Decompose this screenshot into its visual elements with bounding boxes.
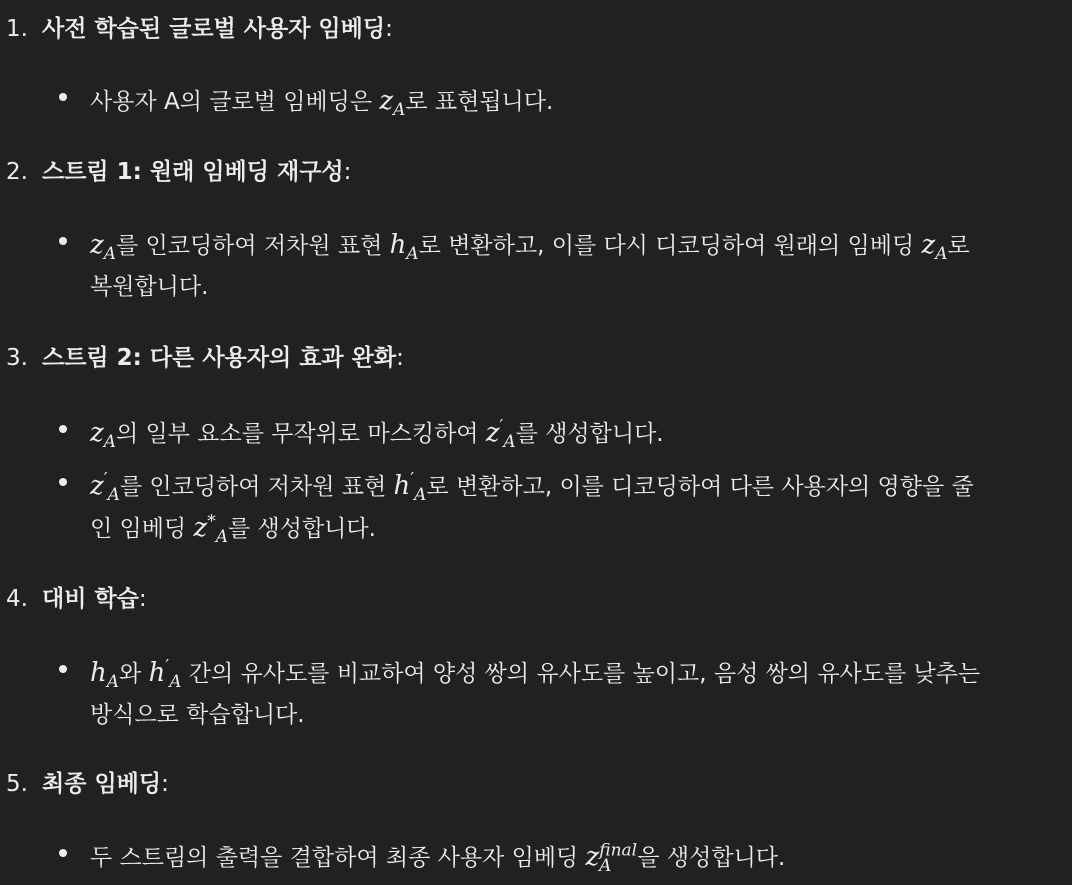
list-item-5 xyxy=(0,767,169,801)
bullet-text: 와 xyxy=(119,661,149,687)
bullet-text: 로 변환하고, 이를 디코딩하여 다른 사용자의 영향을 줄 xyxy=(426,474,974,500)
math-h-prime-a: $h'_A$ xyxy=(393,469,427,506)
bullet-text: 로 표현됩니다. xyxy=(405,89,554,115)
list-item-4 xyxy=(0,582,147,616)
bullet-text: 인 임베딩 xyxy=(90,516,194,542)
bullet-text: 을 생성합니다. xyxy=(637,845,786,871)
bullet-dot xyxy=(59,93,67,101)
math-h-a: $h_A$ xyxy=(389,230,419,265)
math-z-a: $z_A$ xyxy=(90,418,116,453)
list-item-1 xyxy=(0,12,393,46)
item-number: 5. xyxy=(6,771,28,797)
bullet-dot xyxy=(59,425,67,433)
item-title: 대비 학습 xyxy=(42,586,139,612)
math-z-star-a: $z^*_A$ xyxy=(193,511,228,548)
bullet-dot xyxy=(59,665,67,673)
math-z-a: $z_A$ xyxy=(921,230,948,265)
item-title: 스트림 2: 다른 사용자의 효과 완화 xyxy=(42,345,397,371)
bullet-text: 의 일부 요소를 무작위로 마스킹하여 xyxy=(115,421,486,447)
bullet-dot xyxy=(59,478,67,486)
bullet-dot xyxy=(59,237,67,245)
math-z-a: $z_A$ xyxy=(90,230,116,265)
bullet-text: 방식으로 학습합니다. xyxy=(90,702,305,728)
bullet-text: 로 변환하고, 이를 다시 디코딩하여 원래의 임베딩 xyxy=(418,233,922,259)
math-h-a: $h_A$ xyxy=(90,658,120,693)
item-colon: : xyxy=(343,159,352,185)
item-number: 3. xyxy=(6,345,28,371)
item-colon: : xyxy=(385,16,393,42)
item-colon: : xyxy=(396,345,404,371)
bullet-text: 로 xyxy=(947,233,970,259)
item-colon: : xyxy=(161,771,169,797)
bullet-dot xyxy=(59,849,67,857)
bullet-text: 를 인코딩하여 저차원 표현 xyxy=(115,233,390,259)
bullet-text: 복원합니다. xyxy=(90,274,209,300)
bullet-text: 를 생성합니다. xyxy=(515,421,664,447)
item-title: 사전 학습된 글로벌 사용자 임베딩 xyxy=(42,16,386,42)
math-z-prime-a: $z'_A$ xyxy=(90,469,120,506)
item-number: 1. xyxy=(6,16,28,42)
math-z-prime-a: $z'_A$ xyxy=(485,416,516,453)
math-h-prime-a: $h'_A$ xyxy=(148,656,182,693)
item-number: 2. xyxy=(6,159,28,185)
bullet-text: 사용자 A의 글로벌 임베딩은 xyxy=(90,89,380,115)
list-item-2 xyxy=(0,155,351,189)
bullet-text: 두 스트림의 출력을 결합하여 최종 사용자 임베딩 xyxy=(90,845,586,871)
math-z-final-a: $z^{final}_A$ xyxy=(585,840,638,877)
list-item-3 xyxy=(0,341,404,375)
item-title: 최종 임베딩 xyxy=(42,771,162,797)
item-title: 스트림 1: 원래 임베딩 재구성 xyxy=(42,159,344,185)
bullet-text: 를 생성합니다. xyxy=(227,516,376,542)
math-z-a: $z_A$ xyxy=(379,86,406,121)
bullet-text: 간의 유사도를 비교하여 양성 쌍의 유사도를 높이고, 음성 쌍의 유사도를 낮추는 xyxy=(181,661,981,687)
bullet-text: 를 인코딩하여 저차원 표현 xyxy=(119,474,394,500)
item-colon: : xyxy=(138,586,147,612)
item-number: 4. xyxy=(6,586,28,612)
